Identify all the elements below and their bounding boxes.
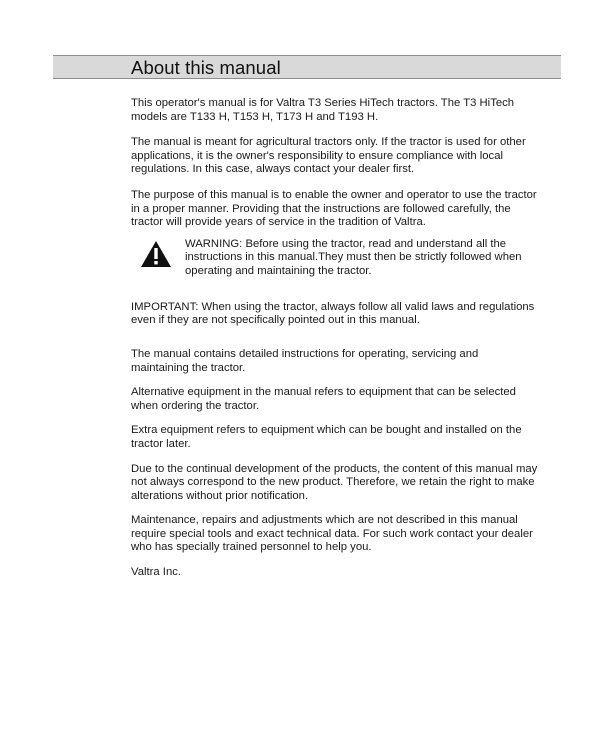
purpose-paragraph: The purpose of this manual is to enable the owner and operator to use the tractor in a proper manner. Providing that the instructions are followed carefully, the tractor will provide years of service in the tradition of Valtra. (131, 188, 537, 229)
instructions-paragraph: The manual contains detailed instructions for operating, servicing and maintaining the tractor. (131, 347, 479, 374)
signature: Valtra Inc. (131, 566, 182, 579)
important-paragraph: IMPORTANT: When using the tractor, always follow all valid laws and regulations even if they are not specifically pointed out in this manual. (131, 300, 535, 327)
intro-paragraph: This operator's manual is for Valtra T3 Series HiTech tractors. The T3 HiTech models are T133 H, T153 H, T173 H and T193 H. (131, 97, 515, 123)
maintenance-paragraph: Maintenance, repairs and adjustments which are not described in this manual require special tools and exact technical data. For such work contact your dealer who has specially trained personnel to help you. (131, 514, 533, 554)
extra-equipment-paragraph: Extra equipment refers to equipment which can be bought and installed on the tractor later. (131, 424, 522, 450)
warning-triangle-icon (140, 240, 172, 268)
page-title: About this manual (131, 57, 281, 78)
alternative-equipment-paragraph: Alternative equipment in the manual refers to equipment that can be selected when ordering the tractor. (131, 386, 516, 412)
warning-block (131, 238, 563, 282)
header-band (53, 55, 561, 79)
manual-content (131, 97, 563, 580)
development-paragraph: Due to the continual development of the products, the content of this manual may not always correspond to the new product. Therefore, we retain the right to make alterations without prior notification. (131, 462, 538, 502)
scope-paragraph: The manual is meant for agricultural tractors only. If the tractor is used for other applications, it is the owner's responsibility to ensure compliance with local regulations. In this case, always contact your dealer first. (131, 136, 526, 176)
warning-text: WARNING: Before using the tractor, read and understand all the instructions in this manual.They must then be strictly followed when operating and maintaining the tractor. (185, 237, 522, 277)
